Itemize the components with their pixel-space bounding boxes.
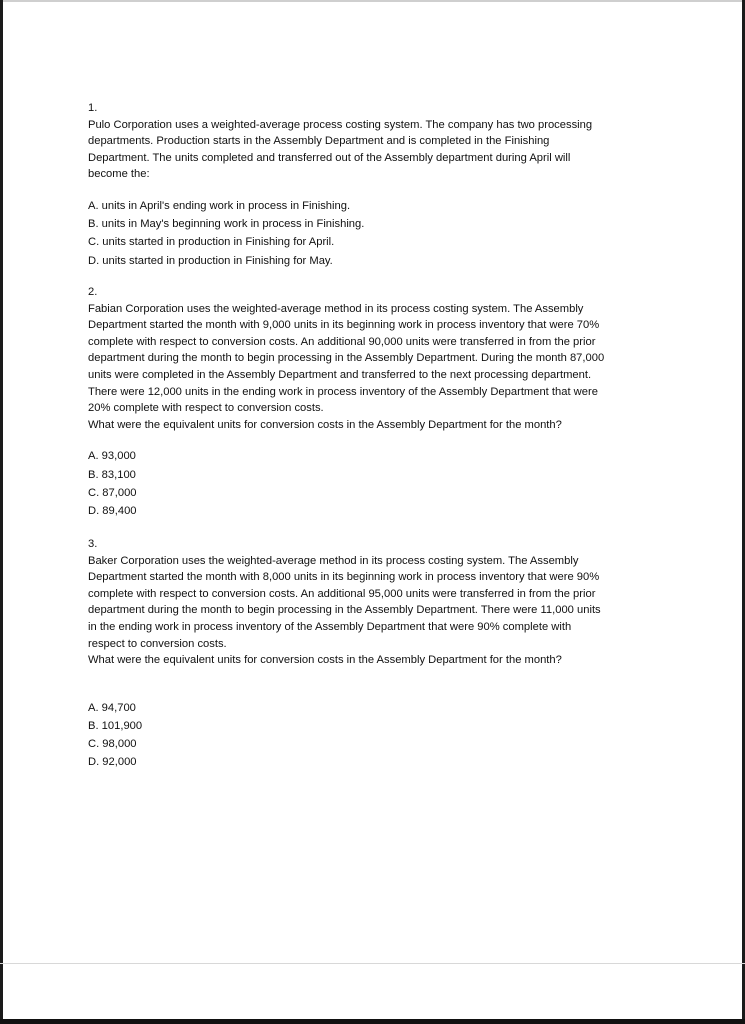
- answer-option-c: C. 98,000: [88, 738, 137, 751]
- answer-option-b: B. units in May's beginning work in process in Finishing.: [88, 218, 365, 231]
- question-1: [88, 100, 668, 270]
- answer-options: [88, 197, 668, 270]
- answer-option-d: D. 89,400: [88, 504, 137, 517]
- answer-option-c: C. 87,000: [88, 486, 137, 499]
- question-3: [88, 536, 668, 772]
- question-number: 2.: [88, 286, 98, 298]
- document-page: [88, 100, 668, 769]
- answer-option-c: C. units started in production in Finishing for April.: [88, 236, 335, 249]
- answer-option-a: A. 93,000: [88, 450, 136, 463]
- question-stem: Baker Corporation uses the weighted-average method in its process costing system. The Assembly Department started the month with 8,000 units in its beginning work in process inventory that were 90% complete with respect to conversion costs. An additional 95,000 units were transferred in from the prior department during the month to begin processing in the Assembly Department. There were 11,000 units in the ending work in process inventory of the Assembly Department that were 90% complete with respect to conversion costs. What were the equivalent units for conversion costs in the Assembly Department for the month?: [88, 554, 601, 667]
- question-stem: Pulo Corporation uses a weighted-average process costing system. The company has two processing departments. Production starts in the Assembly Department and is completed in the Finishing Department. The units completed and transferred out of the Assembly department during April will become the:: [88, 118, 593, 181]
- scan-edge-bottom: [0, 1019, 745, 1024]
- scan-edge-top: [0, 0, 745, 2]
- answer-option-b: B. 83,100: [88, 468, 136, 481]
- answer-option-b: B. 101,900: [88, 719, 143, 732]
- scan-artifact-line: [0, 963, 745, 964]
- answer-option-d: D. units started in production in Finishing for May.: [88, 254, 333, 267]
- question-stem: Fabian Corporation uses the weighted-average method in its process costing system. The Assembly Department started the month with 9,000 units in its beginning work in process inventory that were 70% complete with respect to conversion costs. An additional 90,000 units were transferred in from the prior department during the month to begin processing in the Assembly Department. During the month 87,000 units were completed in the Assembly Department and transferred to the next processing department. There were 12,000 units in the ending work in process inventory of the Assembly Department that were 20% complete with respect to conversion costs. What were the equivalent units for conversion costs in the Assembly Department for the month?: [88, 302, 605, 431]
- answer-options: [88, 699, 668, 772]
- question-number: 3.: [88, 538, 98, 550]
- answer-option-a: A. units in April's ending work in process in Finishing.: [88, 199, 351, 212]
- scan-edge-left: [0, 0, 3, 1024]
- answer-option-a: A. 94,700: [88, 701, 136, 714]
- question-2: [88, 284, 668, 520]
- answer-option-d: D. 92,000: [88, 756, 137, 769]
- answer-options: [88, 447, 668, 520]
- question-number: 1.: [88, 102, 98, 114]
